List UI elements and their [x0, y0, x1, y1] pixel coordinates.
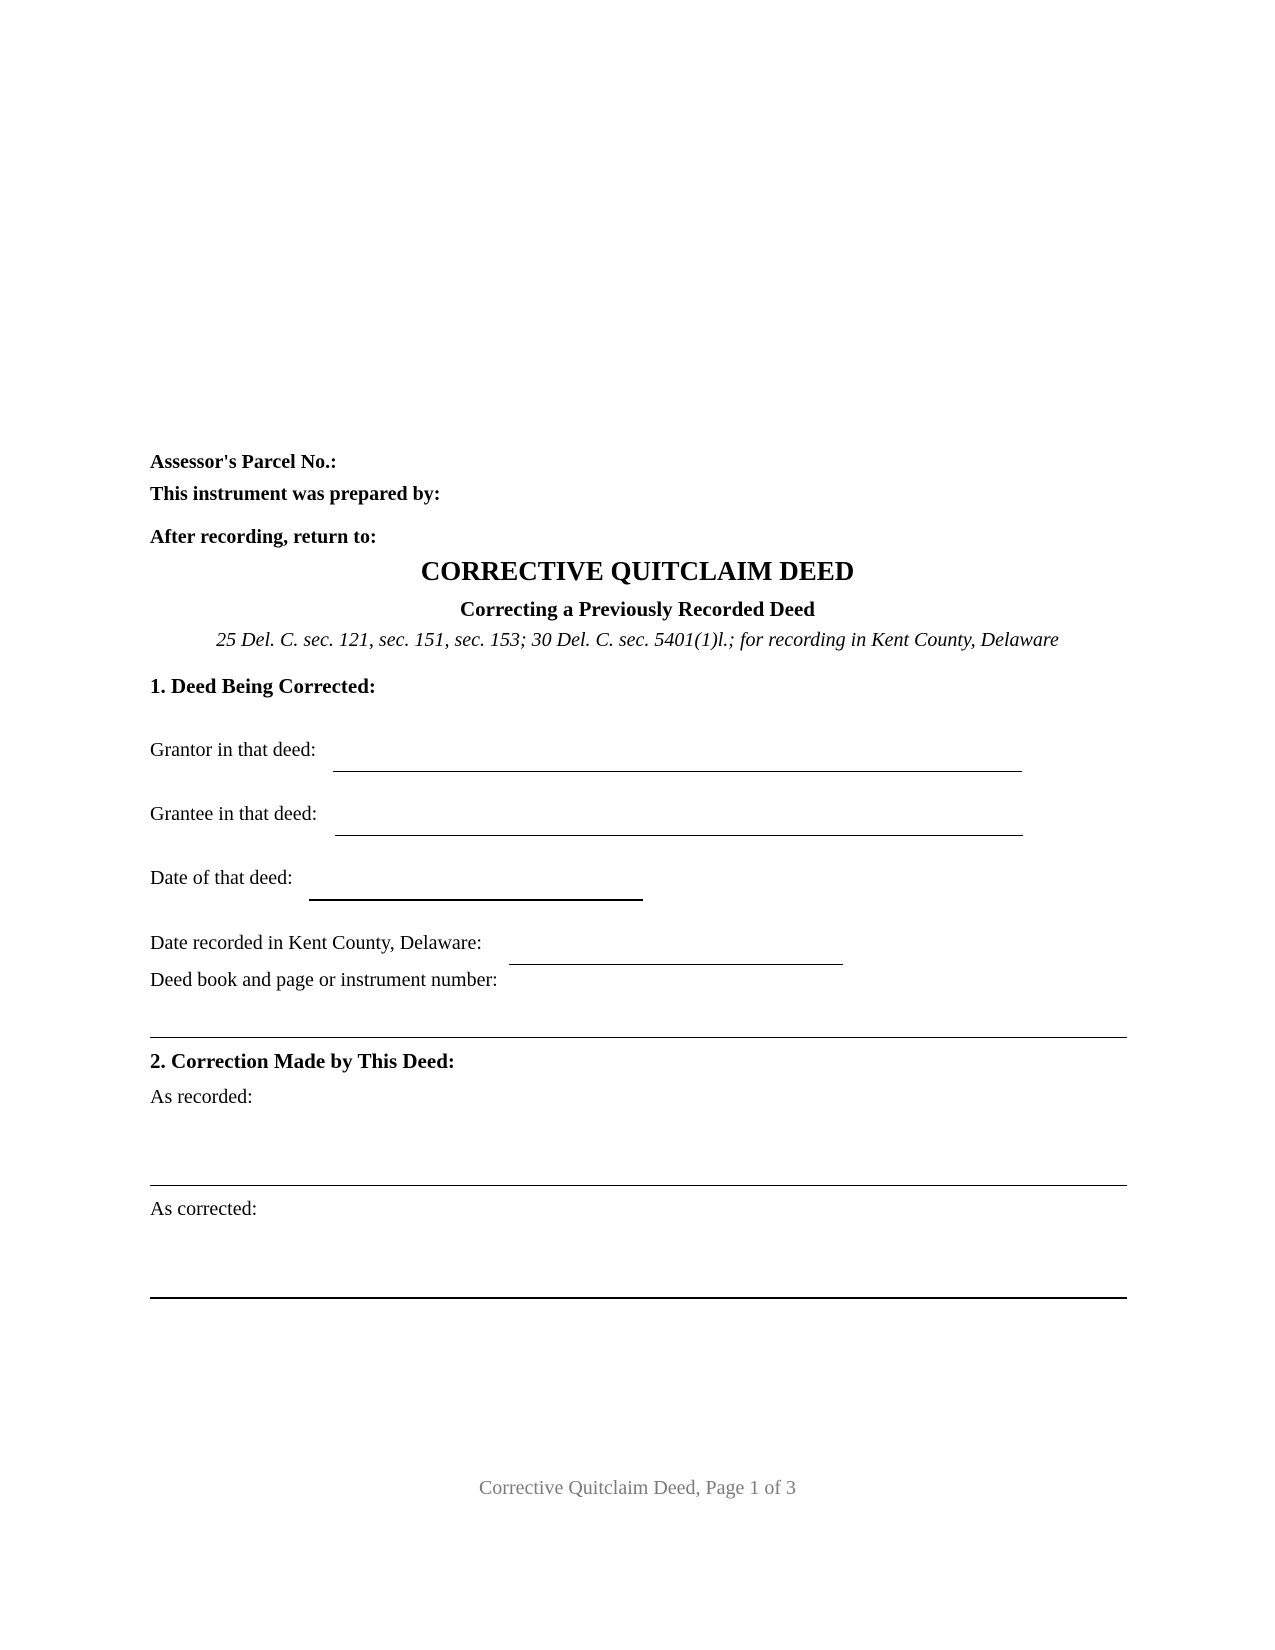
grantee-field-line[interactable] — [335, 835, 1023, 836]
book-page-label: Deed book and page or instrument number: — [150, 969, 498, 991]
date-recorded-field-line[interactable] — [509, 964, 843, 965]
return-to-label: After recording, return to: — [150, 526, 377, 548]
grantor-label: Grantor in that deed: — [150, 739, 317, 761]
grantor-field-line[interactable] — [333, 771, 1022, 772]
section-2-heading: 2. Correction Made by This Deed: — [150, 1049, 455, 1073]
as-recorded-field-line[interactable] — [150, 1185, 1127, 1186]
as-corrected-label: As corrected: — [150, 1198, 258, 1220]
as-corrected-field-line[interactable] — [150, 1297, 1127, 1299]
date-recorded-label: Date recorded in Kent County, Delaware: — [150, 932, 482, 954]
section-1-heading: 1. Deed Being Corrected: — [150, 674, 376, 698]
document-title: CORRECTIVE QUITCLAIM DEED — [420, 556, 855, 586]
parcel-number-label: Assessor's Parcel No.: — [150, 451, 337, 473]
document-subtitle: Correcting a Previously Recorded Deed — [460, 597, 815, 621]
deed-date-field-line[interactable] — [309, 899, 643, 901]
grantee-label: Grantee in that deed: — [150, 803, 318, 825]
book-page-field-line[interactable] — [150, 1037, 1127, 1038]
statute-citation: 25 Del. C. sec. 121, sec. 151, sec. 153; 30 Del. C. sec. 5401(1)l.; for recording in Kent County, Delaware — [216, 629, 1059, 651]
as-recorded-label: As recorded: — [150, 1086, 253, 1108]
page-footer: Corrective Quitclaim Deed, Page 1 of 3 — [478, 1477, 797, 1499]
deed-date-label: Date of that deed: — [150, 867, 293, 889]
prepared-by-label: This instrument was prepared by: — [150, 483, 441, 505]
